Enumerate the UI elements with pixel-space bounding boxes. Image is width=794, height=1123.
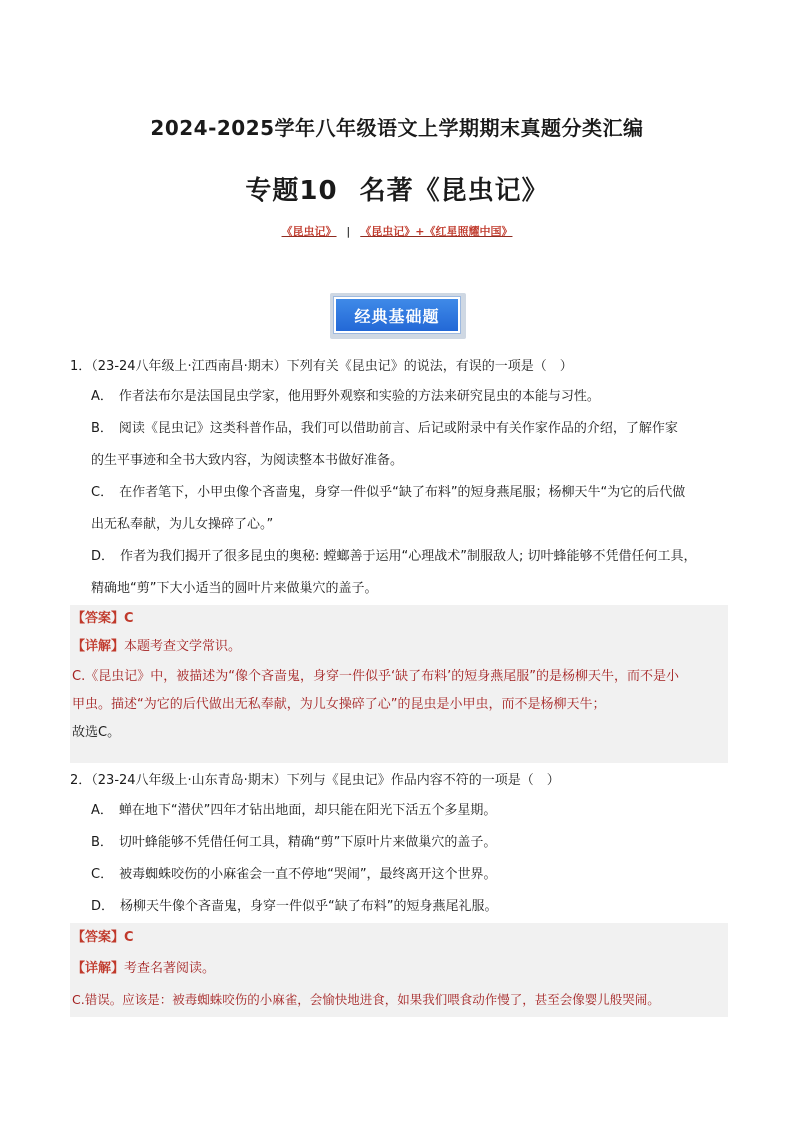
option-text-cont: 出无私奉献，为儿女操碎了心。” <box>91 517 274 532</box>
topic-number: 专题10 <box>245 176 338 206</box>
answer-value: C <box>124 930 134 945</box>
question-2-option-a <box>91 795 731 827</box>
option-text: 杨柳天牛像个吝啬鬼，身穿一件似乎“缺了布料”的短身燕尾礼服。 <box>120 899 498 914</box>
detail-row <box>72 953 726 985</box>
question-2-answer-block <box>70 923 728 1017</box>
option-letter: C． <box>91 485 114 500</box>
explanation-line-1: C.《昆虫记》中，被描述为“像个吝啬鬼，身穿一件似乎‘缺了布料’的短身燕尾服”的是杨柳天牛，而不是小 <box>72 669 679 684</box>
option-text: 作者为我们揭开了很多昆虫的奥秘: 螳螂善于运用“心理战术”制服敌人; 切叶蜂能够不凭借任何工具， <box>120 549 697 564</box>
topic-title <box>0 170 794 207</box>
tag-separator: | <box>346 225 351 238</box>
detail-label: 【详解】 <box>72 961 125 976</box>
detail-text: 考查名著阅读。 <box>124 961 216 976</box>
question-2-option-c <box>91 859 731 891</box>
answer-label: 【答案】 <box>72 930 125 945</box>
question-1-option-c <box>91 477 731 541</box>
question-2-option-d <box>91 891 731 923</box>
tag-link-1[interactable]: 《昆虫记》 <box>281 225 337 238</box>
section-badge-label: 经典基础题 <box>334 297 460 333</box>
option-letter: D． <box>91 899 115 914</box>
option-text: 在作者笔下，小甲虫像个吝啬鬼，身穿一件似乎“缺了布料”的短身燕尾服；杨柳天牛“为它的后代做 <box>119 485 686 500</box>
option-text: 被毒蜘蛛咬伤的小麻雀会一直不停地“哭闹”，最终离开这个世界。 <box>119 867 497 882</box>
answer-row <box>72 923 726 953</box>
document-title: 2024-2025学年八年级语文上学期期末真题分类汇编 <box>150 116 644 140</box>
question-1-answer-block <box>70 605 728 763</box>
option-text: 蝉在地下“潜伏”四年才钻出地面，却只能在阳光下活五个多星期。 <box>118 803 497 818</box>
question-1-option-a <box>91 381 731 413</box>
topic-name: 名著《昆虫记》 <box>359 176 549 206</box>
question-1-stem: 1．（23-24八年级上·江西南昌·期末）下列有关《昆虫记》的说法，有误的一项是（ ） <box>70 359 573 374</box>
answer-row <box>72 605 726 633</box>
question-1-option-d <box>91 541 731 605</box>
option-text: 切叶蜂能够不凭借任何工具，精确“剪”下原叶片来做巢穴的盖子。 <box>118 835 497 850</box>
detail-label: 【详解】 <box>72 639 125 654</box>
question-2-stem: 2．（23-24八年级上·山东青岛·期末）下列与《昆虫记》作品内容不符的一项是（ ） <box>70 773 560 788</box>
option-text: 作者法布尔是法国昆虫学家，他用野外观察和实验的方法来研究昆虫的本能与习性。 <box>118 389 600 404</box>
answer-value: C <box>124 611 134 626</box>
topic-tags <box>0 223 794 239</box>
option-letter: B． <box>91 421 113 436</box>
option-letter: B． <box>91 835 113 850</box>
explanation-line-2: 甲虫。描述“为它的后代做出无私奉献，为儿女操碎了心”的昆虫是小甲虫，而不是杨柳天牛； <box>72 697 606 712</box>
answer-label: 【答案】 <box>72 611 125 626</box>
option-letter: A． <box>91 803 113 818</box>
option-text-cont: 的生平事迹和全书大致内容，为阅读整本书做好准备。 <box>91 453 404 468</box>
option-letter: C． <box>91 867 114 882</box>
question-2-option-b <box>91 827 731 859</box>
question-1-option-b <box>91 413 731 477</box>
section-badge <box>328 291 468 341</box>
conclusion: 故选C。 <box>72 725 121 740</box>
explanation-line-1: C.错误。应该是：被毒蜘蛛咬伤的小麻雀，会愉快地进食，如果我们喂食动作慢了，甚至会像婴儿般哭闹。 <box>72 992 660 1007</box>
detail-text: 本题考查文学常识。 <box>124 639 242 654</box>
option-text-cont: 精确地“剪”下大小适当的圆叶片来做巢穴的盖子。 <box>91 581 378 596</box>
option-text: 阅读《昆虫记》这类科普作品，我们可以借助前言、后记或附录中有关作家作品的介绍，了解作家 <box>118 421 678 436</box>
option-letter: A． <box>91 389 113 404</box>
detail-row <box>72 633 726 661</box>
option-letter: D． <box>91 549 115 564</box>
tag-link-2[interactable]: 《昆虫记》+《红星照耀中国》 <box>360 225 513 238</box>
